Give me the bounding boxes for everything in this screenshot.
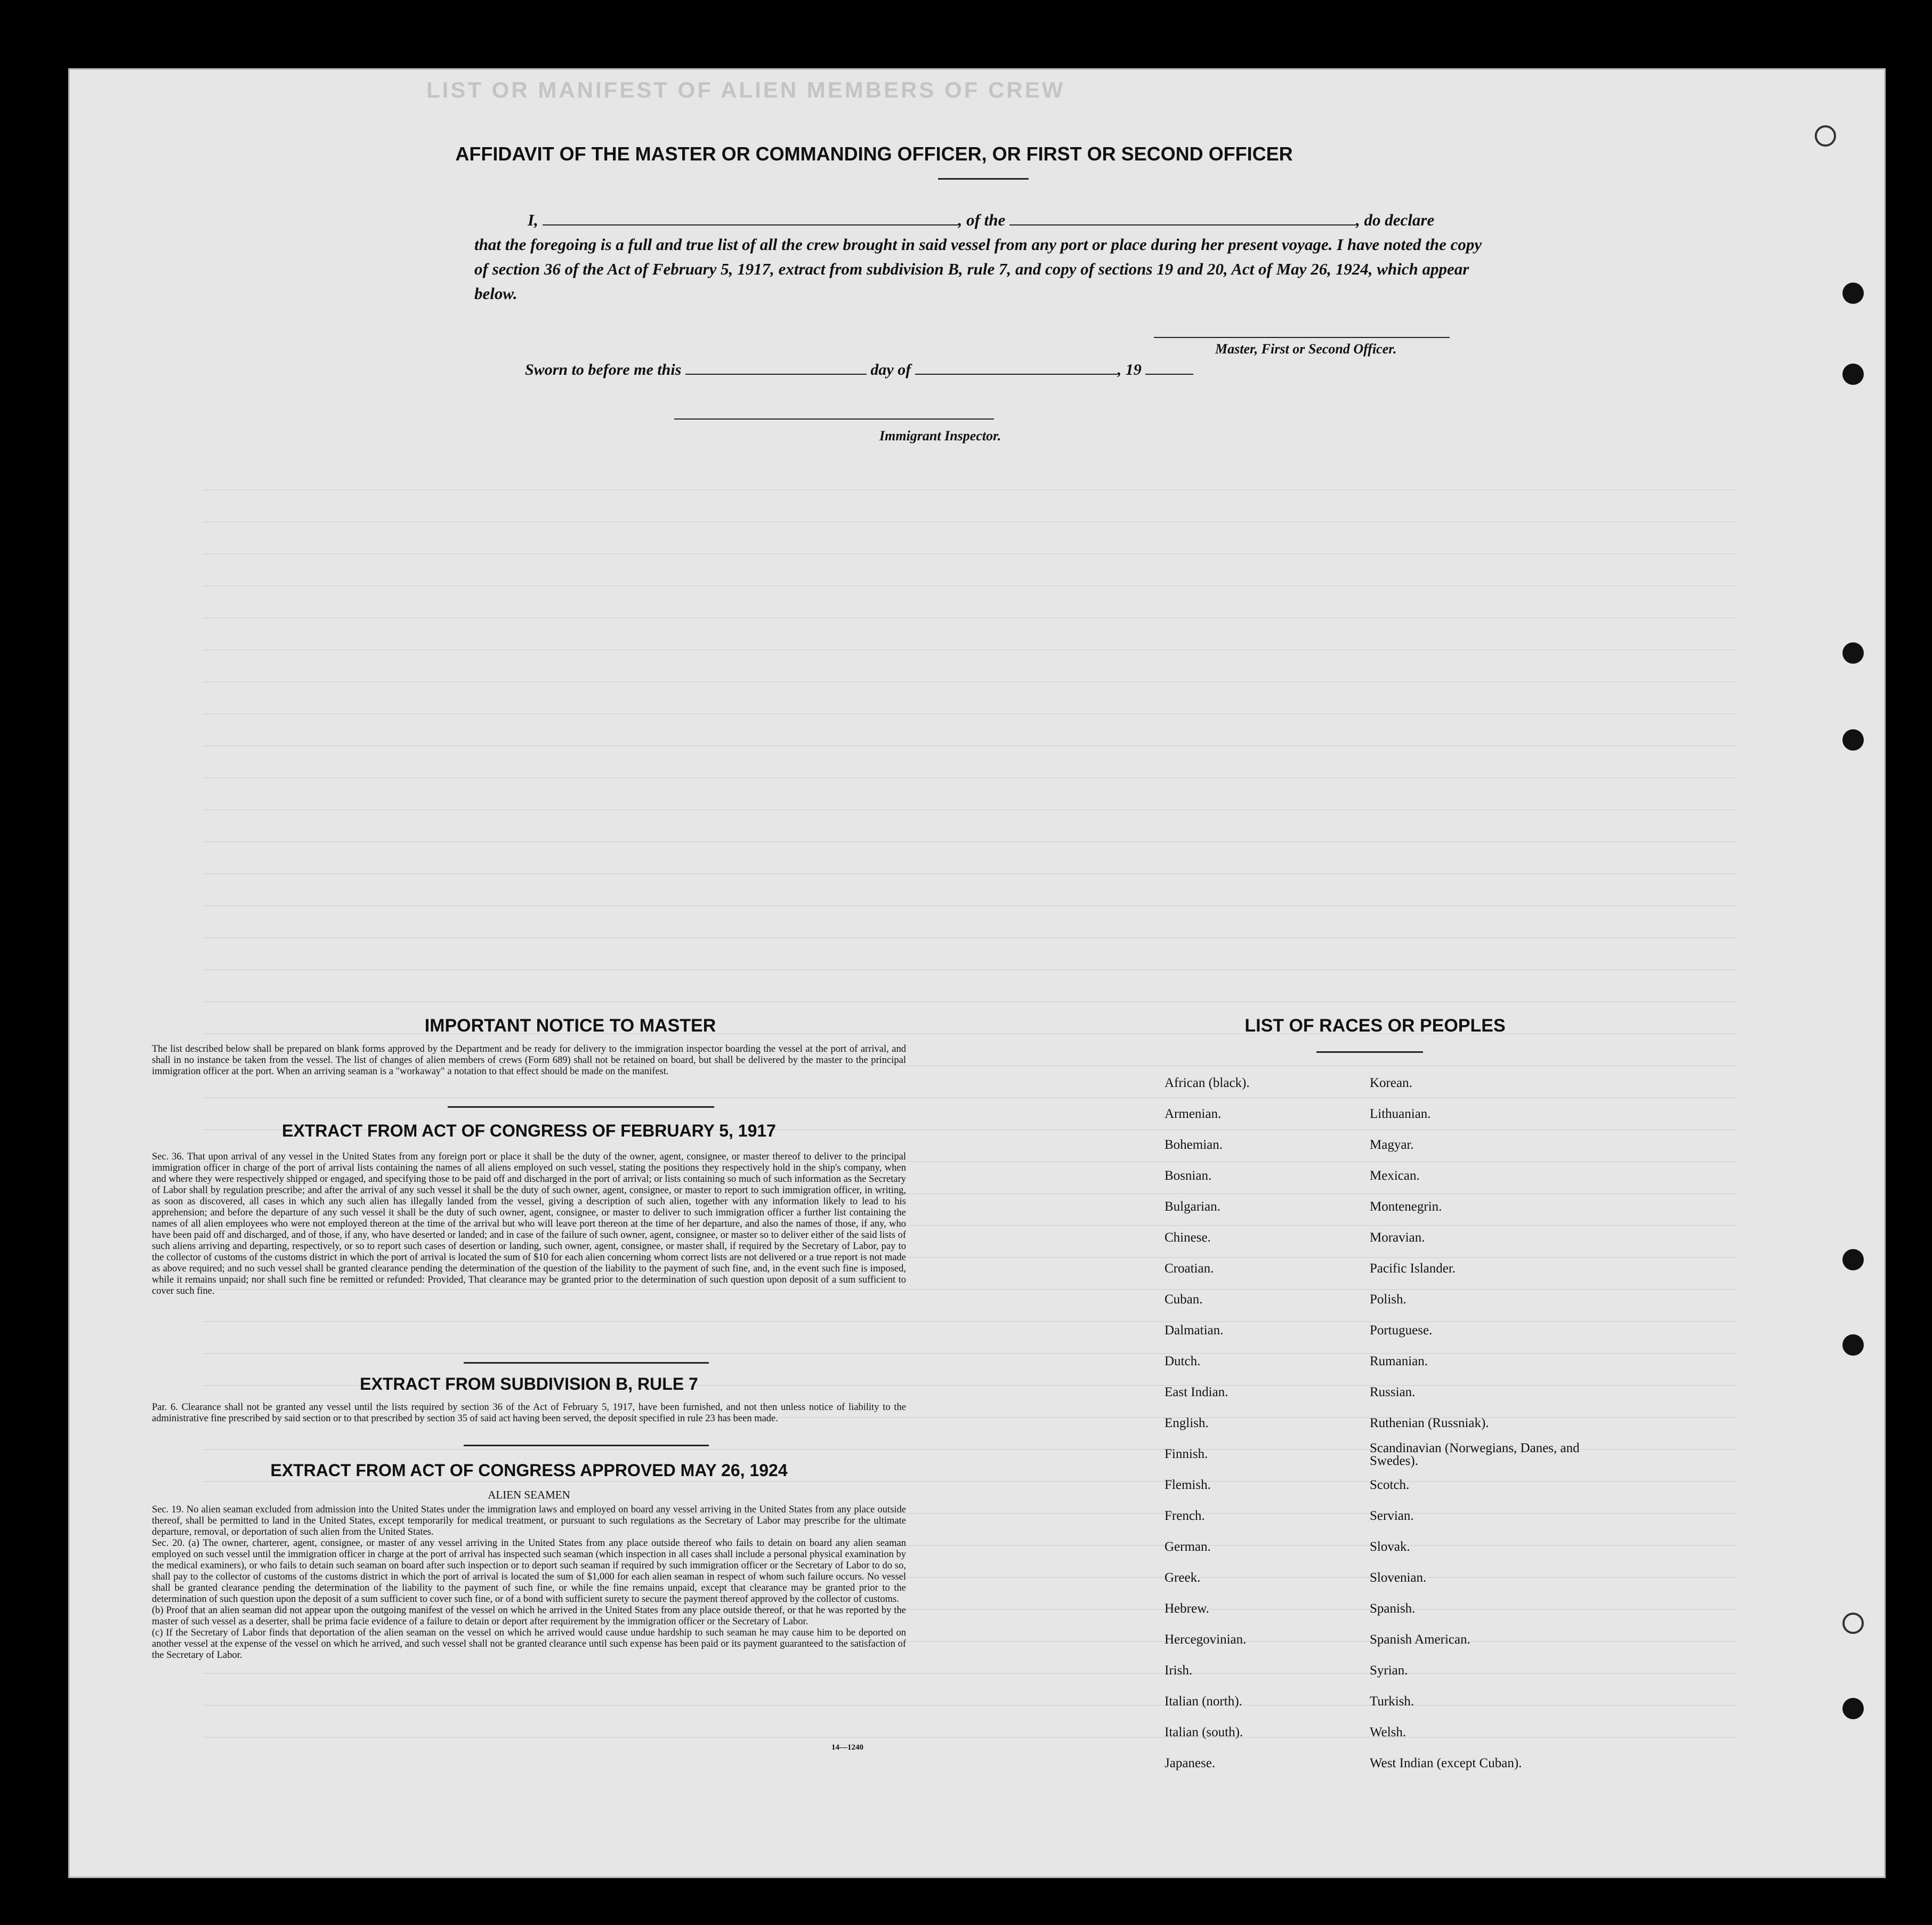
race-item: French. (1165, 1509, 1205, 1523)
inspector-signature-line[interactable] (674, 418, 994, 420)
bleed-through-row (203, 682, 1737, 714)
race-item: Bohemian. (1165, 1138, 1223, 1152)
bleed-through-row (203, 586, 1737, 618)
race-item: Flemish. (1165, 1478, 1211, 1492)
race-item: Chinese. (1165, 1230, 1211, 1245)
master-signature-line[interactable] (1154, 337, 1450, 338)
race-item: Dalmatian. (1165, 1323, 1224, 1338)
punch-hole (1842, 1334, 1864, 1356)
race-item: Turkish. (1370, 1694, 1414, 1709)
race-item: Portuguese. (1370, 1323, 1433, 1338)
bleed-through-row (203, 778, 1737, 810)
bleed-through-text: LIST OR MANIFEST OF ALIEN MEMBERS OF CREW (426, 77, 1065, 102)
races-right-column (1370, 1068, 1599, 1779)
divider (1316, 1051, 1423, 1053)
section-20a: Sec. 20. (a) The owner, charterer, agent, consignee, or master of any vessel arriving in the United States from any place outside thereof who fails to detain on board any alien seaman employed on such vessel until the immigration officer in charge at the port of arrival has inspected such seaman (which inspection in all cases shall include a personal physical examination by the medical examiners), or who fails to detain such seaman on board after such inspection or to deport such seaman if required by such immigration officer or the Secretary of Labor to do so, shall pay to the collector of customs of the customs district in which the port of arrival is located the sum of $1,000 for each alien seaman in respect of whom such failure occurs. No vessel shall be granted clearance pending the determination of the liability to the payment of such fine, or while the fine remains unpaid, except that clearance may be granted prior to the determination of such question upon the deposit of a sum sufficient to cover such fine, or of a bond with sufficient surety to secure the payment thereof approved by the collector of customs. (152, 1538, 906, 1605)
race-item: German. (1165, 1540, 1211, 1554)
race-item: Hebrew. (1165, 1601, 1209, 1616)
notice-title: IMPORTANT NOTICE TO MASTER (424, 1016, 716, 1036)
bleed-through-row (203, 810, 1737, 842)
race-item: Pacific Islander. (1370, 1261, 1456, 1276)
race-item: Welsh. (1370, 1725, 1406, 1739)
bleed-through-row (203, 874, 1737, 906)
divider (448, 1106, 714, 1108)
notice-text: The list described below shall be prepared on blank forms approved by the Department and be ready for delivery to the immigration inspector boarding the vessel at the port of arrival, and shall in no instance be taken from the vessel. The list of changes of alien members of crews (Form 689) shall not be retained on board, but shall be delivered by the master to the principal immigration officer at the port. When an arriving seaman is a "workaway" a notation to that effect should be made on the manifest. (152, 1044, 906, 1077)
race-item: Scotch. (1370, 1478, 1410, 1492)
race-item: Polish. (1370, 1292, 1406, 1307)
master-signature-label: Master, First or Second Officer. (1215, 341, 1397, 357)
form-number: 14—1240 (831, 1743, 863, 1752)
punch-hole (1842, 283, 1864, 304)
sworn-line (525, 360, 1193, 379)
month-blank[interactable] (915, 360, 1118, 375)
punch-hole (1842, 364, 1864, 385)
inspector-label: Immigrant Inspector. (879, 428, 1001, 444)
race-item: Spanish American. (1370, 1632, 1470, 1647)
race-item: Servian. (1370, 1509, 1414, 1523)
i-label: I, (528, 211, 538, 229)
bleed-through-row (203, 490, 1737, 522)
race-item: Hercegovinian. (1165, 1632, 1247, 1647)
punch-hole (1842, 729, 1864, 751)
bleed-through-row (203, 970, 1737, 1002)
race-item: Slovenian. (1370, 1570, 1427, 1585)
race-item: Magyar. (1370, 1138, 1414, 1152)
race-item: West Indian (except Cuban). (1370, 1756, 1522, 1770)
extract-1924-body (152, 1504, 906, 1661)
race-item: Moravian. (1370, 1230, 1425, 1245)
race-item: Spanish. (1370, 1601, 1416, 1616)
bleed-through-row (203, 746, 1737, 778)
section-20b: (b) Proof that an alien seaman did not appear upon the outgoing manifest of the vessel on which he arrived in the United States from any place outside thereof, or that he was reported by the master of such vessel as a deserter, shall be prima facie evidence of a failure to detain or deport after requirement by the immigration officer or the Secretary of Labor. (152, 1605, 906, 1627)
race-item: Russian. (1370, 1385, 1416, 1399)
bleed-through-row (203, 650, 1737, 682)
bleed-through-row (203, 554, 1737, 586)
do-declare-label: , do declare (1356, 211, 1435, 229)
declaration-line (528, 208, 1487, 232)
races-title: LIST OF RACES OR PEOPLES (1244, 1016, 1506, 1036)
race-item: Mexican. (1370, 1169, 1420, 1183)
extract-1924-title: EXTRACT FROM ACT OF CONGRESS APPROVED MAY 26, 1924 (270, 1461, 788, 1480)
section-19: Sec. 19. No alien seaman excluded from admission into the United States under the immigration laws and employed on board any vessel arriving in the United States from any place outside thereof, shall be permitted to land in the United States, except temporarily for medical treatment, or pursuant to such regulations as the Secretary of Labor may prescribe for the ultimate departure, removal, or deportation of such alien from the United States. (152, 1504, 906, 1537)
race-item: Montenegrin. (1370, 1199, 1442, 1214)
race-item: Scandinavian (Norwegians, Danes, and Swedes). (1370, 1441, 1580, 1468)
vessel-blank[interactable] (1009, 211, 1356, 225)
race-item: Bosnian. (1165, 1169, 1212, 1183)
affidavit-title: AFFIDAVIT OF THE MASTER OR COMMANDING OFFICER, OR FIRST OR SECOND OFFICER (455, 143, 1293, 165)
bleed-through-row (203, 938, 1737, 970)
extract-1924-subtitle: ALIEN SEAMEN (488, 1488, 570, 1501)
punch-hole (1842, 1613, 1864, 1634)
day-blank[interactable] (685, 360, 867, 375)
race-item: English. (1165, 1416, 1209, 1430)
punch-hole (1842, 1698, 1864, 1719)
race-item: Italian (north). (1165, 1694, 1242, 1709)
punch-hole (1842, 1249, 1864, 1270)
race-item: African (black). (1165, 1076, 1250, 1090)
section-20c: (c) If the Secretary of Labor finds that deportation of the alien seaman on the vessel on which he arrived would cause undue hardship to such seaman he may cause him to be deported on another vessel at the expense of the vessel on which he arrived, and such vessel shall not be granted clearance until such expense has been paid or its payment guaranteed to the satisfaction of the Secretary of Labor. (152, 1628, 906, 1661)
divider (464, 1445, 709, 1446)
extract-rule7-text: Par. 6. Clearance shall not be granted any vessel until the lists required by section 36 of the Act of February 5, 1917, have been furnished, and not then unless notice of liability to the administrative fine prescribed by said section or to that prescribed by section 35 of said act having been served, the deposit specified in rule 23 has been made. (152, 1402, 906, 1424)
race-item: Rumanian. (1370, 1354, 1428, 1368)
affidavit-text: that the foregoing is a full and true list of all the crew brought in said vessel from any port or place during her present voyage. I have noted the copy of section 36 of the Act of February 5, 1917, extract from subdivision B, rule 7, and copy of sections 19 and 20, Act of May 26, 1924, which appear below. (474, 235, 1482, 303)
punch-hole (1815, 125, 1836, 147)
race-item: Ruthenian (Russniak). (1370, 1416, 1489, 1430)
bleed-through-row (203, 522, 1737, 554)
race-item: Cuban. (1165, 1292, 1203, 1307)
bleed-through-row (203, 842, 1737, 874)
bleed-through-row (203, 618, 1737, 650)
affidavit-body (474, 208, 1487, 306)
year-blank[interactable] (1145, 360, 1193, 375)
year-label: , 19 (1117, 361, 1142, 378)
divider (938, 178, 1029, 180)
race-item: Dutch. (1165, 1354, 1201, 1368)
race-item: Finnish. (1165, 1447, 1208, 1461)
bleed-through-row (203, 714, 1737, 746)
race-item: Armenian. (1165, 1107, 1222, 1121)
punch-hole (1842, 642, 1864, 664)
race-item: Irish. (1165, 1663, 1193, 1678)
extract-1917-text: Sec. 36. That upon arrival of any vessel in the United States from any foreign port or place it shall be the duty of the owner, agent, consignee, or master thereof to deliver to the principal immigration officer in charge of the port of arrival lists containing the names of all aliens employed on such vessel, stating the positions they respectively hold in the ship's company, when and where they were respectively shipped or engaged, and specifying those to be paid off and discharged in the port of arrival; or lists containing so much of such information as the Secretary of Labor shall by regulation prescribe; and after the arrival of any such vessel it shall be the duty of such owner, agent, consignee, or master to report to such immigration officer, in writing, as soon as discovered, all cases in which any such alien has illegally landed from the vessel, giving a description of such alien, together with any information likely to lead to his apprehension; and before the departure of any such vessel it shall be the duty of such owner, agent, consignee, or master to deliver to such immigration officer a further list containing the names of all alien employees who were not employed thereon at the time of the arrival but who will leave port thereon at the time of her departure, and also the names of those, if any, who have been paid off and discharged, and of those, if any, who have deserted or landed; and in case of the failure of such owner, agent, consignee, or master so to deliver either of the said lists of such aliens arriving and departing, respectively, or so to report such cases of desertion or landing, such owner, agent, consignee, or master shall, if required by the Secretary of Labor, pay to the collector of customs of the customs district in which the port of arrival is located the sum of $10 for each alien concerning whom correct lists are not delivered or a true report is not made as above required; and no such vessel shall be granted clearance pending the determination of the question of the liability to the payment of such fine, and, in the event such fine is imposed, while it remains unpaid; nor shall such fine be remitted or refunded: Provided, That clearance may be granted prior to the determination of such question upon deposit of a sum sufficient to cover such fine. (152, 1151, 906, 1296)
race-item: Croatian. (1165, 1261, 1214, 1276)
of-the-label: , of the (958, 211, 1006, 229)
sworn-label: Sworn to before me this (525, 361, 682, 378)
race-item: Bulgarian. (1165, 1199, 1220, 1214)
race-item: East Indian. (1165, 1385, 1228, 1399)
day-of-label: day of (870, 361, 911, 378)
race-item: Syrian. (1370, 1663, 1408, 1678)
race-item: Japanese. (1165, 1756, 1216, 1770)
extract-1917-title: EXTRACT FROM ACT OF CONGRESS OF FEBRUARY 5, 1917 (282, 1121, 776, 1140)
race-item: Greek. (1165, 1570, 1201, 1585)
bleed-through-row (203, 906, 1737, 938)
divider (464, 1362, 709, 1364)
races-left-column (1165, 1068, 1356, 1779)
race-item: Slovak. (1370, 1540, 1410, 1554)
race-item: Korean. (1370, 1076, 1412, 1090)
name-blank[interactable] (543, 211, 958, 225)
bleed-through-row (203, 458, 1737, 490)
extract-rule7-title: EXTRACT FROM SUBDIVISION B, RULE 7 (360, 1374, 698, 1394)
race-item: Lithuanian. (1370, 1107, 1431, 1121)
race-item: Italian (south). (1165, 1725, 1243, 1739)
